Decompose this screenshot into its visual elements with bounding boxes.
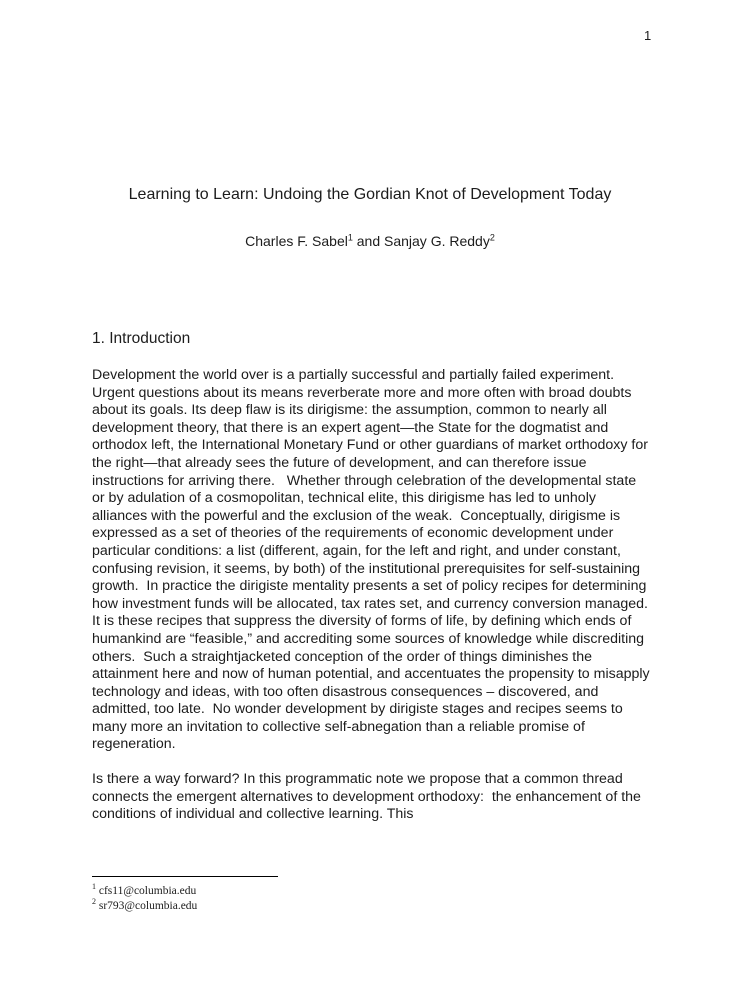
- author-name-2: Sanjay G. Reddy: [384, 233, 490, 249]
- footnote-separator: [92, 876, 278, 877]
- paragraph-2: Is there a way forward? In this programmatic note we propose that a common thread connects the emergent alternatives to development orthodoxy: the enhancement of the conditions of individual and collective learning. This: [92, 771, 645, 823]
- authors-connector: and: [352, 233, 384, 249]
- authors-line: [0, 233, 740, 249]
- footnote-marker-1: 1: [92, 882, 96, 892]
- page-number: 1: [644, 28, 652, 43]
- author-footnote-marker-2: 2: [489, 232, 495, 243]
- footnote-text-1: cfs11@columbia.edu: [98, 885, 197, 897]
- footnote-1: [92, 884, 650, 899]
- author-name-1: Charles F. Sabel: [245, 233, 348, 249]
- author-footnote-marker-1: 1: [347, 232, 353, 243]
- footnote-area: [92, 876, 650, 914]
- footnote-text-2: sr793@columbia.edu: [98, 900, 198, 912]
- section-heading-introduction: 1. Introduction: [92, 330, 191, 347]
- footnote-marker-2: 2: [92, 897, 96, 907]
- footnote-2: [92, 899, 650, 914]
- body-text: [92, 367, 654, 841]
- paper-title: Learning to Learn: Undoing the Gordian Knot of Development Today: [128, 186, 612, 203]
- paragraph-1: Development the world over is a partially successful and partially failed experiment. Urgent questions about its means reverberate more and more often with broad doubts about its goals. Its deep flaw is its dirigisme: the assumption, common to nearly all development theory, that there is an expert agent—the State for the dogmatist and orthodox left, the International Monetary Fund or other guardians of market orthodoxy for the right—that already sees the future of development, and can therefore issue instructions for arriving there. Whether through celebration of the developmental state or by adulation of a cosmopolitan, technical elite, this dirigisme has led to unholy alliances with the powerful and the exclusion of the weak. Conceptually, dirigisme is expressed as a set of theories of the requirements of economic development under particular conditions: a list (different, again, for the left and right, and under constant, confusing revision, it seems, by both) of the institutional prerequisites for self-sustaining growth. In practice the dirigiste mentality presents a set of policy recipes for determining how investment funds will be allocated, tax rates set, and currency conversion managed. It is these recipes that suppress the diversity of forms of life, by defining which ends of humankind are “feasible,” and accrediting some sources of knowledge while discrediting others. Such a straightjacketed conception of the order of things diminishes the attainment here and now of human potential, and accentuates the propensity to misapply technology and ideas, with too often disastrous consequences – discovered, and admitted, too late. No wonder development by dirigiste stages and recipes seems to many more an invitation to collective self-abnegation than a reliable promise of regeneration.: [92, 367, 654, 753]
